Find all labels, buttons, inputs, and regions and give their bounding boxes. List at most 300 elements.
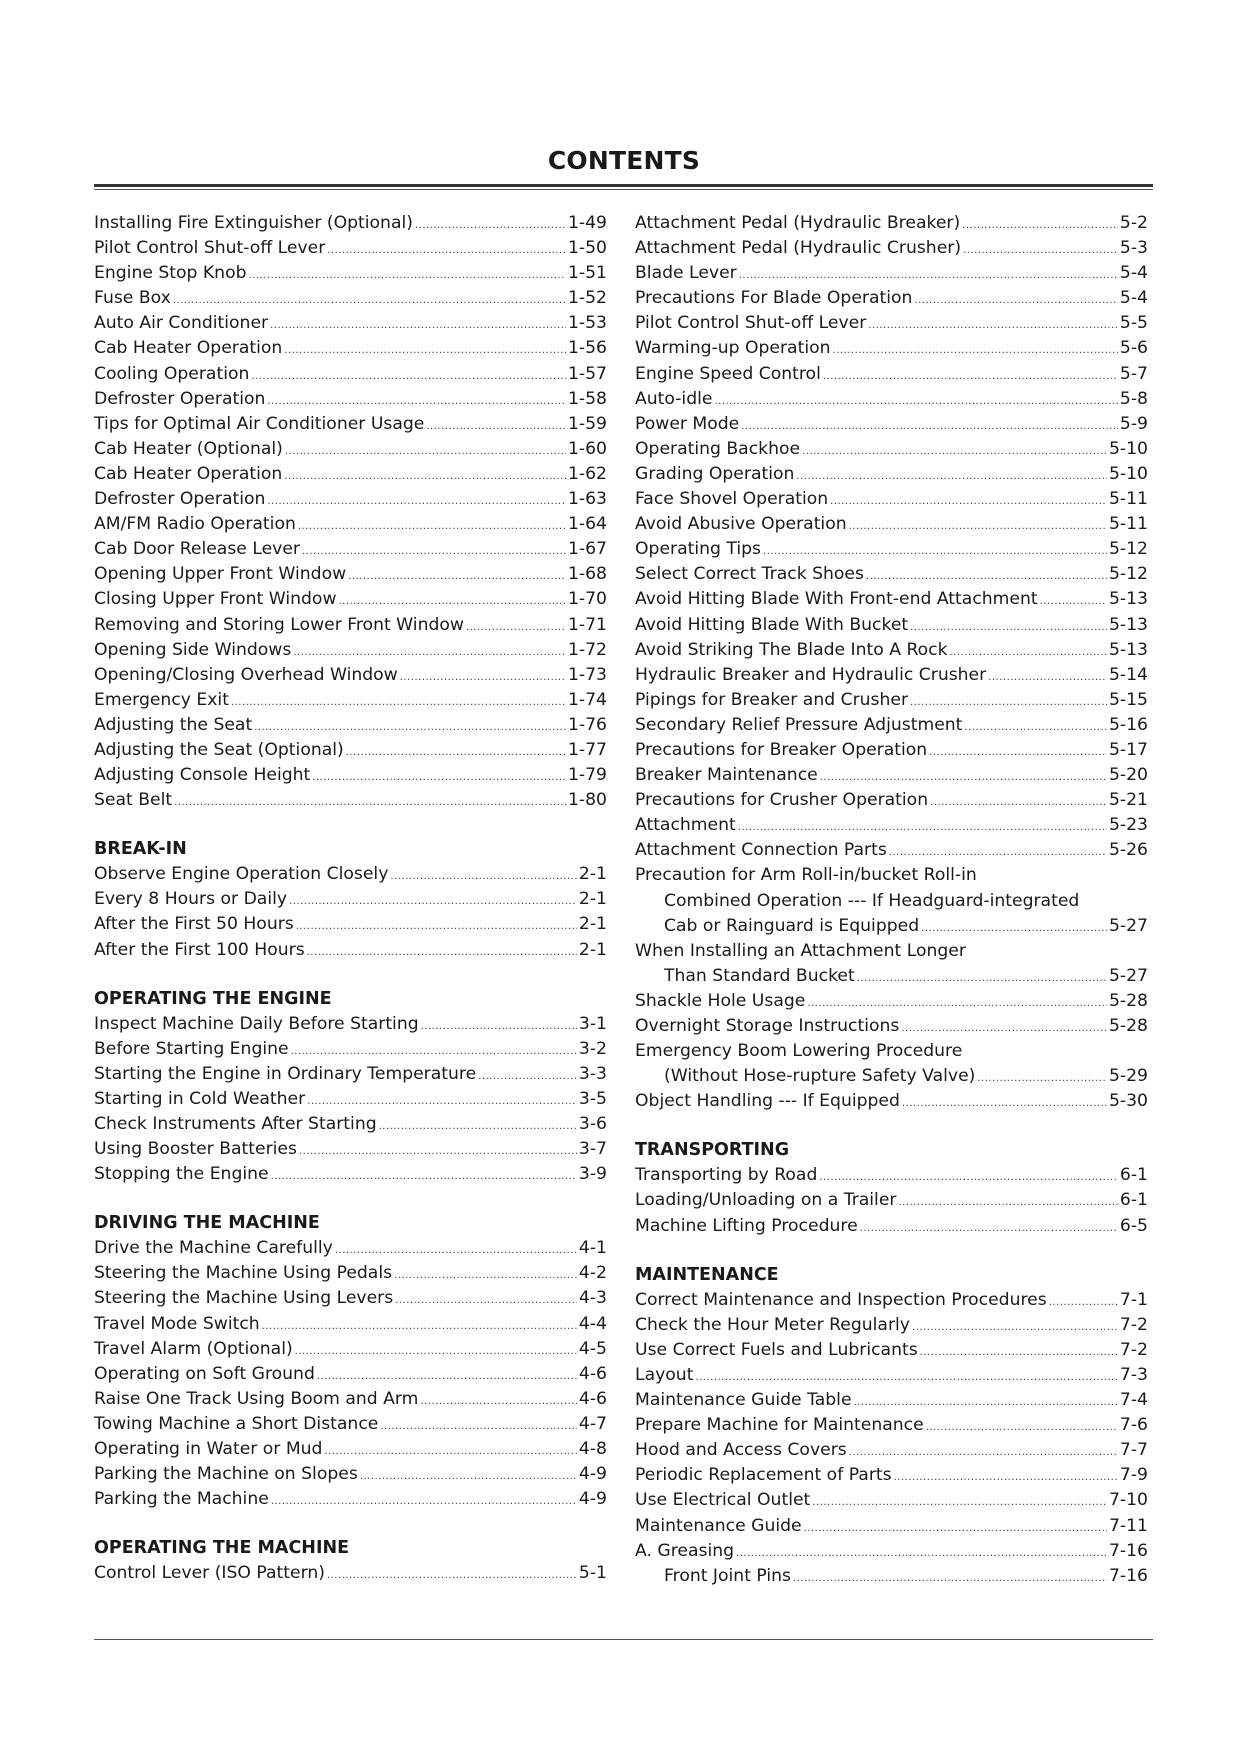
- leader-dots: [400, 665, 566, 690]
- toc-entry-page: 5-23: [1108, 815, 1148, 836]
- toc-entry[interactable]: [94, 1362, 607, 1387]
- toc-entry-title: Adjusting the Seat (Optional): [94, 739, 344, 760]
- toc-entry-page: 1-52: [567, 288, 607, 309]
- toc-entry-title: Installing Fire Extinguisher (Optional): [94, 213, 413, 233]
- toc-entry[interactable]: [94, 1561, 607, 1586]
- toc-entry-title: Seat Belt: [94, 790, 173, 811]
- leader-dots: [312, 765, 566, 790]
- toc-entry-title: Auto-idle: [635, 388, 713, 409]
- toc-list-maintenance: [635, 1288, 1148, 1564]
- toc-entry-title: Drive the Machine Carefully: [94, 1238, 333, 1259]
- leader-dots: [854, 1390, 1118, 1415]
- leader-dots: [267, 389, 566, 414]
- toc-entry-page: 3-1: [578, 1013, 607, 1034]
- toc-entry-title: Object Handling --- If Equipped: [635, 1091, 900, 1112]
- leader-dots: [962, 213, 1118, 238]
- toc-entry-title: Inspect Machine Daily Before Starting: [94, 1013, 419, 1034]
- toc-entry-title: A. Greasing: [635, 1540, 735, 1561]
- toc-entry[interactable]: [94, 1487, 607, 1512]
- toc-entry-title: Defroster Operation: [94, 388, 266, 409]
- leader-dots: [930, 790, 1107, 815]
- toc-entry-page: 1-50: [567, 238, 607, 259]
- leader-dots: [390, 864, 577, 889]
- toc-entry[interactable]: [94, 738, 607, 763]
- toc-entry[interactable]: [635, 336, 1148, 361]
- leader-dots: [293, 640, 566, 665]
- toc-entry-title: Tips for Optimal Air Conditioner Usage: [94, 413, 425, 434]
- toc-entry-title: Layout: [635, 1364, 694, 1385]
- toc-entry[interactable]: [94, 912, 607, 937]
- toc-entry[interactable]: [94, 412, 607, 437]
- leader-dots: [307, 1089, 577, 1114]
- toc-entry-title: Observe Engine Operation Closely: [94, 864, 389, 885]
- toc-entry[interactable]: [94, 1312, 607, 1337]
- toc-entry[interactable]: [94, 613, 607, 638]
- toc-entry-page: 1-74: [567, 689, 607, 710]
- toc-entry-page: 5-21: [1108, 790, 1148, 811]
- leader-dots: [736, 1541, 1107, 1566]
- toc-entry-longer-attachment-line2[interactable]: [635, 964, 1148, 989]
- toc-entry-page: 4-1: [578, 1238, 607, 1259]
- toc-entry[interactable]: [94, 1412, 607, 1437]
- toc-entry-page: 2-1: [578, 914, 607, 935]
- toc-entry[interactable]: [94, 261, 607, 286]
- toc-entry-title: Closing Upper Front Window: [94, 589, 337, 610]
- toc-entry[interactable]: [94, 311, 607, 336]
- toc-entry[interactable]: [635, 763, 1148, 788]
- toc-entry[interactable]: [94, 587, 607, 612]
- toc-entry[interactable]: [94, 512, 607, 537]
- leader-dots: [929, 740, 1107, 765]
- toc-entry[interactable]: [94, 663, 607, 688]
- toc-entry[interactable]: [94, 387, 607, 412]
- leader-dots: [868, 313, 1118, 338]
- toc-entry-title: Shackle Hole Usage: [635, 990, 806, 1011]
- toc-entry[interactable]: [94, 1236, 607, 1261]
- leader-dots: [421, 1014, 577, 1039]
- toc-entry[interactable]: [94, 713, 607, 738]
- toc-entry-page: 4-6: [578, 1363, 607, 1384]
- toc-entry-title: Precautions For Blade Operation: [635, 288, 913, 309]
- toc-entry-title: Parking the Machine: [94, 1489, 269, 1510]
- toc-entry[interactable]: [635, 512, 1148, 537]
- toc-entry-page: 5-9: [1119, 413, 1148, 434]
- toc-entry-page: 1-51: [567, 263, 607, 284]
- leader-dots: [963, 238, 1118, 263]
- toc-entry-page: 1-73: [567, 664, 607, 685]
- toc-entry-title: Using Booster Batteries: [94, 1139, 297, 1160]
- toc-entry-title: Loading/Unloading on a Trailer: [635, 1190, 897, 1211]
- title-divider-thin: [94, 189, 1153, 190]
- toc-entry-page: 1-59: [567, 413, 607, 434]
- leader-dots: [819, 1165, 1118, 1190]
- leader-dots: [426, 414, 566, 439]
- leader-dots: [793, 1566, 1107, 1591]
- toc-entry-title: (Without Hose-rupture Safety Valve): [664, 1066, 976, 1087]
- toc-entry-page: 7-2: [1119, 1339, 1148, 1360]
- toc-list-maintenance-sub: [635, 1564, 1148, 1589]
- toc-entry-title: Avoid Hitting Blade With Front-end Attachment: [635, 589, 1038, 610]
- toc-entry-page: 5-11: [1108, 489, 1148, 510]
- leader-dots: [1040, 589, 1107, 614]
- toc-entry[interactable]: [94, 286, 607, 311]
- leader-dots: [270, 313, 566, 338]
- toc-entry[interactable]: [94, 763, 607, 788]
- toc-entry-page: 5-12: [1108, 539, 1148, 560]
- toc-entry-page: 5-8: [1119, 388, 1148, 409]
- toc-list-mid: [635, 989, 1148, 1039]
- footer-divider: [94, 1639, 1153, 1640]
- toc-entry-page: 6-1: [1119, 1190, 1148, 1211]
- toc-entry-page: 5-13: [1108, 589, 1148, 610]
- toc-entry-title: Check Instruments After Starting: [94, 1114, 377, 1134]
- toc-entry[interactable]: [635, 462, 1148, 487]
- toc-entry[interactable]: [635, 1363, 1148, 1388]
- toc-entry[interactable]: [635, 1313, 1148, 1338]
- toc-entry-title: Emergency Exit: [94, 689, 229, 710]
- leader-dots: [920, 1340, 1118, 1365]
- leader-dots: [302, 539, 566, 564]
- toc-entry-title: Control Lever (ISO Pattern): [94, 1563, 325, 1584]
- toc-entry-page: 5-27: [1108, 965, 1148, 986]
- toc-entry[interactable]: [94, 688, 607, 713]
- leader-dots: [739, 263, 1118, 288]
- toc-entry-page: 5-30: [1108, 1091, 1148, 1112]
- toc-entry-title: Correct Maintenance and Inspection Procedures: [635, 1289, 1047, 1310]
- toc-entry[interactable]: [635, 311, 1148, 336]
- leader-dots: [964, 715, 1107, 740]
- toc-entry[interactable]: [94, 1087, 607, 1112]
- toc-left-column: [94, 211, 607, 1586]
- leader-dots: [833, 338, 1118, 363]
- toc-entry-page: 1-53: [567, 313, 607, 334]
- toc-entry-roll-in-line3[interactable]: [635, 914, 1148, 939]
- toc-entry[interactable]: [94, 1112, 607, 1137]
- toc-list-operating-continued: [635, 211, 1148, 863]
- toc-entry[interactable]: [635, 211, 1148, 236]
- toc-entry[interactable]: [94, 1062, 607, 1087]
- leader-dots: [379, 1114, 577, 1139]
- toc-entry[interactable]: [635, 1488, 1148, 1513]
- toc-entry-title: Every 8 Hours or Daily: [94, 889, 288, 910]
- toc-entry-title: Travel Mode Switch: [94, 1313, 260, 1334]
- toc-entry-object-handling[interactable]: [635, 1089, 1148, 1114]
- toc-entry-page: 1-57: [567, 363, 607, 384]
- leader-dots: [298, 514, 566, 539]
- toc-entry[interactable]: [635, 613, 1148, 638]
- leader-dots: [910, 615, 1107, 640]
- toc-entry[interactable]: [635, 387, 1148, 412]
- toc-entry-title: Emergency Boom Lowering Procedure: [635, 1041, 963, 1062]
- leader-dots: [285, 439, 566, 464]
- toc-entry[interactable]: [94, 362, 607, 387]
- toc-entry[interactable]: [635, 1288, 1148, 1313]
- toc-entry-page: 7-16: [1108, 1565, 1148, 1586]
- toc-entry-title: Than Standard Bucket: [664, 965, 855, 986]
- toc-entry[interactable]: [635, 1413, 1148, 1438]
- toc-entry-title: Avoid Abusive Operation: [635, 514, 847, 535]
- toc-entry-page: 5-15: [1108, 689, 1148, 710]
- toc-entry[interactable]: [94, 1261, 607, 1286]
- toc-entry-page: 7-6: [1119, 1415, 1148, 1436]
- toc-entry-title: Operating Backhoe: [635, 438, 801, 459]
- toc-entry-page: 7-2: [1119, 1314, 1148, 1335]
- toc-entry[interactable]: [94, 211, 607, 236]
- toc-entry[interactable]: [94, 1162, 607, 1187]
- toc-entry-title: Stopping the Engine: [94, 1164, 269, 1185]
- leader-dots: [478, 1064, 577, 1089]
- toc-entry[interactable]: [635, 1463, 1148, 1488]
- toc-entry-title: Prepare Machine for Maintenance: [635, 1415, 924, 1436]
- toc-entry[interactable]: [94, 638, 607, 663]
- toc-entry-page: 5-28: [1108, 990, 1148, 1011]
- toc-entry-title: Check the Hour Meter Regularly: [635, 1314, 910, 1335]
- toc-entry-page: 5-28: [1108, 1016, 1148, 1036]
- toc-entry-title: Transporting by Road: [635, 1165, 818, 1186]
- toc-entry-title: Precautions for Crusher Operation: [635, 790, 929, 811]
- toc-entry[interactable]: [635, 286, 1148, 311]
- toc-entry[interactable]: [635, 412, 1148, 437]
- toc-entry-page: 3-3: [578, 1063, 607, 1084]
- toc-entry-title: Precautions for Breaker Operation: [635, 739, 928, 760]
- toc-entry-page: 5-27: [1108, 915, 1148, 936]
- toc-entry[interactable]: [635, 688, 1148, 713]
- leader-dots: [324, 1439, 576, 1464]
- toc-entry-page: 7-16: [1108, 1540, 1148, 1561]
- toc-entry-title: Breaker Maintenance: [635, 765, 818, 786]
- toc-entry-page: 3-6: [578, 1114, 607, 1134]
- toc-entry-title: Cab Door Release Lever: [94, 539, 300, 560]
- leader-dots: [327, 238, 566, 263]
- toc-entry-title: Operating Tips: [635, 539, 762, 560]
- leader-dots: [267, 489, 566, 514]
- toc-entry[interactable]: [635, 487, 1148, 512]
- toc-entry-page: 5-4: [1119, 263, 1148, 284]
- toc-entry-boom-lowering-line2[interactable]: [635, 1064, 1148, 1089]
- toc-entry-page: 1-80: [567, 790, 607, 811]
- leader-dots: [714, 389, 1117, 414]
- leader-dots: [271, 1489, 577, 1514]
- leader-dots: [174, 790, 566, 815]
- toc-entry-title: Maintenance Guide: [635, 1515, 802, 1536]
- toc-entry-title: Steering the Machine Using Levers: [94, 1288, 394, 1309]
- toc-entry[interactable]: [635, 1514, 1148, 1539]
- toc-entry-title: Starting the Engine in Ordinary Temperature: [94, 1063, 477, 1084]
- toc-entry-page: 5-13: [1108, 614, 1148, 635]
- toc-entry-title: AM/FM Radio Operation: [94, 514, 296, 535]
- leader-dots: [251, 364, 566, 389]
- toc-entry[interactable]: [635, 1214, 1148, 1239]
- toc-right-column: [635, 211, 1148, 1589]
- leader-dots: [823, 364, 1118, 389]
- toc-entry[interactable]: [94, 1037, 607, 1062]
- leader-dots: [910, 690, 1107, 715]
- toc-entry-page: 1-71: [567, 614, 607, 635]
- toc-entry[interactable]: [635, 362, 1148, 387]
- toc-entry-title: Pipings for Breaker and Crusher: [635, 689, 909, 710]
- toc-entry-page: 5-7: [1119, 363, 1148, 384]
- toc-entry[interactable]: [94, 1337, 607, 1362]
- toc-entry[interactable]: [94, 862, 607, 887]
- toc-entry-title: Warming-up Operation: [635, 338, 831, 359]
- leader-dots: [857, 966, 1107, 991]
- leader-dots: [335, 1238, 577, 1263]
- toc-entry-boom-lowering-line1[interactable]: [635, 1039, 1148, 1064]
- toc-entry-page: 7-7: [1119, 1440, 1148, 1461]
- toc-entry[interactable]: [94, 887, 607, 912]
- toc-entry-page: 7-11: [1108, 1515, 1148, 1536]
- toc-entry[interactable]: [94, 1286, 607, 1311]
- toc-entry-page: 4-5: [578, 1338, 607, 1359]
- toc-entry-longer-attachment-line1[interactable]: [635, 939, 1148, 964]
- leader-dots: [466, 615, 566, 640]
- leader-dots: [849, 514, 1107, 539]
- toc-entry[interactable]: [94, 537, 607, 562]
- leader-dots: [988, 665, 1107, 690]
- toc-entry-title: Operating in Water or Mud: [94, 1439, 323, 1460]
- toc-entry-title: Opening Side Windows: [94, 639, 292, 660]
- toc-entry-page: 5-6: [1119, 338, 1148, 359]
- toc-entry-page: 3-9: [578, 1164, 607, 1185]
- leader-dots: [289, 889, 577, 914]
- toc-entry-page: 1-70: [567, 589, 607, 610]
- toc-entry-title: Attachment: [635, 815, 736, 836]
- toc-entry[interactable]: [94, 1012, 607, 1037]
- toc-entry-title: Maintenance Guide Table: [635, 1390, 852, 1411]
- leader-dots: [339, 589, 566, 614]
- toc-entry[interactable]: [94, 437, 607, 462]
- toc-entry[interactable]: [635, 236, 1148, 261]
- toc-entry-page: 3-5: [578, 1088, 607, 1109]
- toc-entry[interactable]: [635, 713, 1148, 738]
- toc-entry-page: 5-26: [1108, 840, 1148, 861]
- toc-entry[interactable]: [635, 1539, 1148, 1564]
- toc-entry-page: 4-9: [578, 1489, 607, 1510]
- toc-entry-title: Raise One Track Using Boom and Arm: [94, 1388, 419, 1409]
- toc-entry-page: 4-7: [578, 1413, 607, 1434]
- toc-entry-title: Cab Heater (Optional): [94, 438, 283, 459]
- toc-entry-page: 1-72: [567, 639, 607, 660]
- toc-entry[interactable]: [635, 562, 1148, 587]
- leader-dots: [898, 1190, 1117, 1215]
- toc-entry[interactable]: [635, 788, 1148, 813]
- toc-entry[interactable]: [94, 487, 607, 512]
- toc-entry[interactable]: [635, 838, 1148, 863]
- toc-entry[interactable]: [635, 1014, 1148, 1039]
- leader-dots: [327, 1563, 577, 1588]
- toc-entry-title: Hydraulic Breaker and Hydraulic Crusher: [635, 664, 987, 685]
- toc-entry-title: Overnight Storage Instructions: [635, 1016, 900, 1036]
- toc-entry[interactable]: [94, 1462, 607, 1487]
- leader-dots: [914, 288, 1117, 313]
- toc-entry[interactable]: [635, 738, 1148, 763]
- toc-entry[interactable]: [94, 336, 607, 361]
- leader-dots: [763, 539, 1107, 564]
- toc-entry[interactable]: [635, 1564, 1148, 1589]
- toc-entry-title: Opening/Closing Overhead Window: [94, 664, 398, 685]
- toc-entry-page: 1-68: [567, 564, 607, 585]
- toc-entry[interactable]: [635, 663, 1148, 688]
- toc-entry[interactable]: [635, 437, 1148, 462]
- toc-entry[interactable]: [635, 1338, 1148, 1363]
- leader-dots: [173, 288, 566, 313]
- toc-entry-title: Power Mode: [635, 413, 740, 434]
- toc-entry[interactable]: [635, 989, 1148, 1014]
- toc-entry[interactable]: [94, 462, 607, 487]
- toc-entry[interactable]: [635, 1388, 1148, 1413]
- toc-entry[interactable]: [635, 1163, 1148, 1188]
- toc-entry-page: 1-49: [567, 213, 607, 233]
- toc-entry-title: Cab Heater Operation: [94, 338, 283, 359]
- leader-dots: [380, 1414, 577, 1439]
- toc-entry[interactable]: [94, 788, 607, 813]
- toc-entry-title: Grading Operation: [635, 463, 795, 484]
- toc-entry-title: When Installing an Attachment Longer: [635, 940, 966, 961]
- toc-entry[interactable]: [94, 1137, 607, 1162]
- toc-entry-page: 1-76: [567, 714, 607, 735]
- leader-dots: [820, 765, 1107, 790]
- toc-entry-page: 3-2: [578, 1038, 607, 1059]
- toc-list-break-in: [94, 862, 607, 962]
- toc-entry-roll-in-line1[interactable]: [635, 863, 1148, 888]
- toc-entry-title: Attachment Pedal (Hydraulic Crusher): [635, 238, 962, 259]
- toc-entry[interactable]: [635, 638, 1148, 663]
- leader-dots: [415, 213, 566, 238]
- leader-dots: [284, 338, 566, 363]
- toc-entry[interactable]: [94, 1437, 607, 1462]
- leader-dots: [346, 740, 566, 765]
- toc-entry-title: Use Correct Fuels and Lubricants: [635, 1339, 918, 1360]
- toc-entry[interactable]: [94, 1387, 607, 1412]
- toc-entry-page: 5-10: [1108, 438, 1148, 459]
- toc-entry[interactable]: [635, 261, 1148, 286]
- toc-entry-page: 1-63: [567, 489, 607, 510]
- leader-dots: [894, 1465, 1118, 1490]
- toc-entry[interactable]: [635, 587, 1148, 612]
- toc-list-driving-machine: [94, 1236, 607, 1512]
- toc-entry-title: Fuse Box: [94, 288, 171, 309]
- toc-entry-title: Opening Upper Front Window: [94, 564, 347, 585]
- leader-dots: [741, 414, 1118, 439]
- leader-dots: [291, 1039, 577, 1064]
- toc-entry-page: 4-8: [578, 1439, 607, 1460]
- toc-entry[interactable]: [635, 813, 1148, 838]
- leader-dots: [395, 1288, 577, 1313]
- leader-dots: [271, 1164, 577, 1189]
- leader-dots: [849, 1440, 1118, 1465]
- leader-dots: [977, 1066, 1107, 1091]
- toc-entry-page: 1-56: [567, 338, 607, 359]
- toc-entry[interactable]: [94, 562, 607, 587]
- toc-entry-roll-in-line2[interactable]: [635, 889, 1148, 914]
- leader-dots: [804, 1516, 1107, 1541]
- toc-entry-title: After the First 50 Hours: [94, 914, 294, 935]
- toc-list-transporting: [635, 1163, 1148, 1238]
- toc-entry[interactable]: [94, 236, 607, 261]
- toc-entry[interactable]: [635, 537, 1148, 562]
- toc-entry[interactable]: [635, 1438, 1148, 1463]
- toc-entry[interactable]: [635, 1188, 1148, 1213]
- leader-dots: [950, 640, 1107, 665]
- leader-dots: [860, 1216, 1118, 1241]
- toc-entry-page: 7-4: [1119, 1390, 1148, 1411]
- toc-entry-page: 5-2: [1119, 213, 1148, 233]
- toc-entry-title: Cooling Operation: [94, 363, 250, 384]
- toc-entry[interactable]: [94, 938, 607, 963]
- leader-dots: [912, 1315, 1118, 1340]
- toc-entry-title: Select Correct Track Shoes: [635, 564, 864, 585]
- section-heading-maintenance: MAINTENANCE: [635, 1264, 779, 1285]
